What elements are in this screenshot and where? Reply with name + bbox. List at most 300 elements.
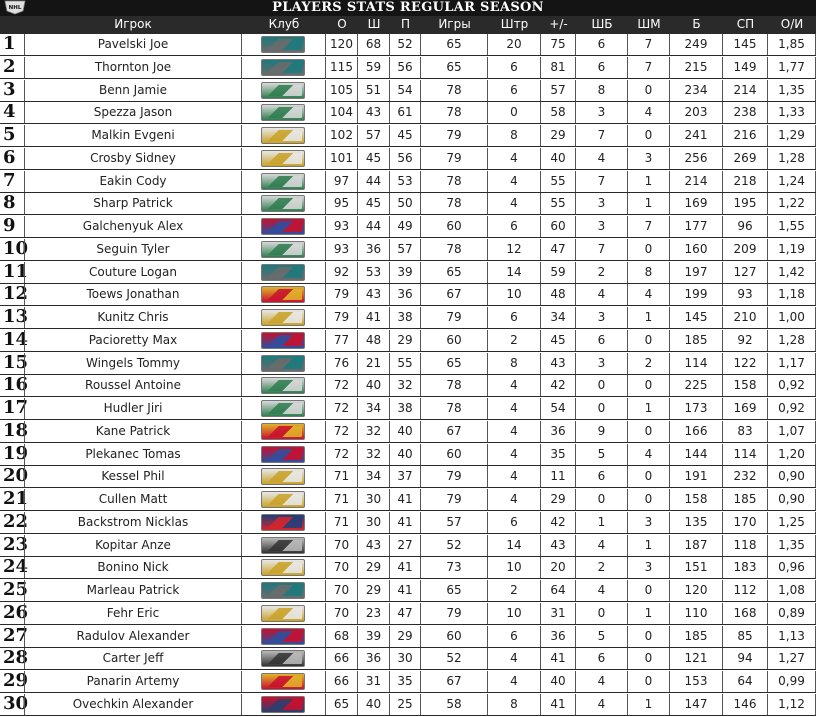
stat-points: 70: [326, 603, 358, 624]
stat-shots: 256: [670, 148, 723, 169]
stat-shg: 1: [628, 398, 670, 419]
stat-goals: 53: [358, 262, 390, 283]
stat-penalties: 10: [488, 603, 541, 624]
header-shots: Б: [692, 17, 701, 31]
stat-points-per-game: 1,85: [768, 34, 816, 55]
stat-penalties: 6: [488, 307, 541, 328]
stat-sp: 214: [723, 80, 768, 101]
dallas-logo-icon: [261, 173, 305, 190]
club-cell: [242, 489, 326, 510]
rank-number: 6: [3, 146, 16, 168]
stat-plus-minus: 29: [541, 489, 576, 510]
stat-points: 95: [326, 193, 358, 214]
stat-penalties: 6: [488, 216, 541, 237]
header-goals: Ш: [367, 17, 381, 31]
stat-shots: 147: [670, 694, 723, 715]
stat-games: 78: [421, 375, 488, 396]
club-cell: [242, 330, 326, 351]
club-cell: [242, 398, 326, 419]
stat-sp: 114: [723, 444, 768, 465]
stat-shg: 0: [628, 580, 670, 601]
rank-number: 25: [3, 579, 29, 600]
rank-number: 19: [3, 442, 29, 464]
club-cell: [242, 216, 326, 237]
player-name: Carter Jeff: [24, 648, 242, 669]
stat-points-per-game: 1,20: [768, 444, 816, 465]
stat-goals: 44: [358, 216, 390, 237]
stat-games: 79: [421, 125, 488, 146]
table-row: [0, 626, 816, 648]
club-cell: [242, 307, 326, 328]
stat-plus-minus: 58: [541, 102, 576, 123]
pittsburgh-logo-icon: [261, 559, 305, 576]
stat-goals: 40: [358, 694, 390, 715]
washington-logo-icon: [261, 514, 305, 531]
stat-assists: 29: [390, 626, 421, 647]
stat-assists: 41: [390, 512, 421, 533]
stat-shg: 0: [628, 648, 670, 669]
stat-shg: 7: [628, 216, 670, 237]
stat-plus-minus: 75: [541, 34, 576, 55]
stat-shots: 153: [670, 671, 723, 692]
club-cell: [242, 193, 326, 214]
stat-shots: 158: [670, 489, 723, 510]
stat-sp: 218: [723, 171, 768, 192]
stat-games: 60: [421, 626, 488, 647]
stat-shg: 0: [628, 80, 670, 101]
stat-penalties: 6: [488, 57, 541, 78]
stat-sp: 112: [723, 580, 768, 601]
club-cell: [242, 535, 326, 556]
rank-number: 23: [3, 533, 29, 555]
stat-sp: 170: [723, 512, 768, 533]
stat-plus-minus: 42: [541, 512, 576, 533]
stat-goals: 68: [358, 34, 390, 55]
stat-shg: 2: [628, 353, 670, 374]
stat-games: 65: [421, 57, 488, 78]
player-name: Seguin Tyler: [24, 239, 242, 260]
stat-goals: 43: [358, 535, 390, 556]
stat-ppg: 6: [576, 648, 628, 669]
stat-penalties: 8: [488, 353, 541, 374]
stat-points-per-game: 0,92: [768, 398, 816, 419]
stat-assists: 38: [390, 398, 421, 419]
table-row: [0, 239, 816, 261]
club-cell: [242, 57, 326, 78]
stat-penalties: 4: [488, 444, 541, 465]
stat-goals: 21: [358, 353, 390, 374]
stat-penalties: 8: [488, 694, 541, 715]
stat-penalties: 14: [488, 535, 541, 556]
table-row: [0, 262, 816, 284]
club-cell: [242, 444, 326, 465]
stat-goals: 34: [358, 466, 390, 487]
stat-sp: 216: [723, 125, 768, 146]
stat-shots: 173: [670, 398, 723, 419]
stat-shots: 185: [670, 330, 723, 351]
stat-points-per-game: 1,35: [768, 535, 816, 556]
club-cell: [242, 171, 326, 192]
stat-shots: 249: [670, 34, 723, 55]
stat-points-per-game: 1,19: [768, 239, 816, 260]
player-name: Marleau Patrick: [24, 580, 242, 601]
stat-ppg: 3: [576, 307, 628, 328]
stat-points: 104: [326, 102, 358, 123]
stat-shg: 0: [628, 489, 670, 510]
table-row: [0, 216, 816, 238]
stat-points: 102: [326, 125, 358, 146]
stat-shots: 234: [670, 80, 723, 101]
stat-plus-minus: 31: [541, 603, 576, 624]
stat-ppg: 0: [576, 375, 628, 396]
stat-penalties: 12: [488, 239, 541, 260]
stat-points-per-game: 0,90: [768, 489, 816, 510]
player-name: Spezza Jason: [24, 102, 242, 123]
stat-shg: 4: [628, 102, 670, 123]
player-name: Sharp Patrick: [24, 193, 242, 214]
los-angeles-logo-icon: [261, 537, 305, 554]
stat-sp: 92: [723, 330, 768, 351]
stat-games: 65: [421, 34, 488, 55]
stat-sp: 146: [723, 694, 768, 715]
stat-penalties: 6: [488, 80, 541, 101]
rank-number: 20: [3, 465, 29, 487]
san-jose-logo-icon: [261, 59, 305, 76]
club-cell: [242, 466, 326, 487]
stat-ppg: 4: [576, 671, 628, 692]
stat-plus-minus: 64: [541, 580, 576, 601]
stat-plus-minus: 81: [541, 57, 576, 78]
stat-shg: 0: [628, 330, 670, 351]
header-assists: П: [400, 17, 411, 31]
stat-plus-minus: 20: [541, 557, 576, 578]
stat-sp: 149: [723, 57, 768, 78]
stat-assists: 38: [390, 307, 421, 328]
stat-ppg: 5: [576, 626, 628, 647]
stat-shots: 169: [670, 193, 723, 214]
stat-assists: 45: [390, 125, 421, 146]
stat-ppg: 4: [576, 148, 628, 169]
montreal-logo-icon: [261, 446, 305, 463]
stat-assists: 53: [390, 171, 421, 192]
stat-sp: 122: [723, 353, 768, 374]
club-cell: [242, 353, 326, 374]
stat-games: 78: [421, 80, 488, 101]
table-row: [0, 694, 816, 716]
stat-assists: 40: [390, 444, 421, 465]
table-row: [0, 557, 816, 579]
stat-ppg: 7: [576, 171, 628, 192]
stat-sp: 93: [723, 284, 768, 305]
table-row: [0, 421, 816, 443]
stat-points: 70: [326, 557, 358, 578]
club-cell: [242, 694, 326, 715]
stat-games: 52: [421, 648, 488, 669]
table-row: [0, 193, 816, 215]
stat-goals: 57: [358, 125, 390, 146]
table-row: [0, 375, 816, 397]
stat-plus-minus: 35: [541, 444, 576, 465]
pittsburgh-logo-icon: [261, 491, 305, 508]
stat-ppg: 3: [576, 216, 628, 237]
stat-games: 65: [421, 262, 488, 283]
stat-shots: 151: [670, 557, 723, 578]
table-row: [0, 466, 816, 488]
stat-sp: 96: [723, 216, 768, 237]
chicago-logo-icon: [261, 673, 305, 690]
stat-assists: 56: [390, 57, 421, 78]
club-cell: [242, 671, 326, 692]
stat-shots: 135: [670, 512, 723, 533]
player-name: Roussel Antoine: [24, 375, 242, 396]
stat-goals: 39: [358, 626, 390, 647]
stat-penalties: 4: [488, 421, 541, 442]
stat-ppg: 9: [576, 421, 628, 442]
stat-penalties: 4: [488, 193, 541, 214]
stat-assists: 37: [390, 466, 421, 487]
table-row: [0, 284, 816, 306]
stat-shots: 185: [670, 626, 723, 647]
stat-plus-minus: 59: [541, 262, 576, 283]
table-row: [0, 580, 816, 602]
stat-points: 92: [326, 262, 358, 283]
player-name: Benn Jamie: [24, 80, 242, 101]
stat-penalties: 4: [488, 648, 541, 669]
table-row: [0, 489, 816, 511]
stat-assists: 30: [390, 648, 421, 669]
stat-plus-minus: 40: [541, 671, 576, 692]
stat-penalties: 10: [488, 284, 541, 305]
club-cell: [242, 262, 326, 283]
club-cell: [242, 34, 326, 55]
stat-assists: 61: [390, 102, 421, 123]
stat-assists: 41: [390, 489, 421, 510]
table-row: [0, 535, 816, 557]
stat-points-per-game: 1,55: [768, 216, 816, 237]
stat-penalties: 4: [488, 398, 541, 419]
stat-games: 79: [421, 466, 488, 487]
player-name: Kane Patrick: [24, 421, 242, 442]
club-cell: [242, 648, 326, 669]
header-plus-minus: +/-: [549, 17, 568, 31]
stat-ppg: 3: [576, 193, 628, 214]
stat-assists: 50: [390, 193, 421, 214]
club-cell: [242, 580, 326, 601]
stat-points: 93: [326, 216, 358, 237]
stat-plus-minus: 36: [541, 421, 576, 442]
dallas-logo-icon: [261, 400, 305, 417]
stat-goals: 29: [358, 580, 390, 601]
stat-goals: 31: [358, 671, 390, 692]
stat-shg: 0: [628, 626, 670, 647]
stat-shg: 1: [628, 535, 670, 556]
player-name: Galchenyuk Alex: [24, 216, 242, 237]
stat-plus-minus: 60: [541, 216, 576, 237]
rank-number: 10: [3, 237, 29, 259]
stat-sp: 238: [723, 102, 768, 123]
stat-games: 65: [421, 580, 488, 601]
player-name: Wingels Tommy: [24, 353, 242, 374]
stat-shg: 7: [628, 34, 670, 55]
stat-goals: 29: [358, 557, 390, 578]
stat-penalties: 6: [488, 512, 541, 533]
stat-shots: 203: [670, 102, 723, 123]
stat-points-per-game: 0,96: [768, 557, 816, 578]
stat-points: 71: [326, 466, 358, 487]
player-name: Fehr Eric: [24, 603, 242, 624]
stat-sp: 183: [723, 557, 768, 578]
stat-assists: 49: [390, 216, 421, 237]
table-row: [0, 80, 816, 102]
header-ppg: ШБ: [591, 17, 613, 31]
stat-points-per-game: 1,08: [768, 580, 816, 601]
table-row: [0, 57, 816, 79]
stat-points-per-game: 1,12: [768, 694, 816, 715]
stat-goals: 23: [358, 603, 390, 624]
stat-ppg: 6: [576, 466, 628, 487]
stat-points: 71: [326, 489, 358, 510]
player-name: Eakin Cody: [24, 171, 242, 192]
stat-shg: 3: [628, 148, 670, 169]
table-row: [0, 330, 816, 352]
stat-games: 65: [421, 353, 488, 374]
san-jose-logo-icon: [261, 264, 305, 281]
stat-sp: 168: [723, 603, 768, 624]
stat-goals: 30: [358, 489, 390, 510]
stat-points: 70: [326, 535, 358, 556]
stat-plus-minus: 55: [541, 171, 576, 192]
stat-games: 60: [421, 444, 488, 465]
stat-goals: 34: [358, 398, 390, 419]
stat-points-per-game: 1,13: [768, 626, 816, 647]
rank-number: 27: [3, 624, 29, 646]
stat-goals: 51: [358, 80, 390, 101]
rank-number: 17: [3, 397, 29, 418]
rank-number: 8: [3, 192, 16, 214]
club-cell: [242, 80, 326, 101]
stat-goals: 45: [358, 193, 390, 214]
player-name: Kunitz Chris: [24, 307, 242, 328]
stat-points: 72: [326, 444, 358, 465]
stat-points-per-game: 1,35: [768, 80, 816, 101]
rank-number: 12: [3, 283, 29, 305]
san-jose-logo-icon: [261, 36, 305, 53]
title-bar: [0, 0, 816, 16]
stat-sp: 209: [723, 239, 768, 260]
stat-penalties: 4: [488, 671, 541, 692]
table-row: [0, 353, 816, 375]
dallas-logo-icon: [261, 195, 305, 212]
stat-games: 79: [421, 307, 488, 328]
stat-shots: 144: [670, 444, 723, 465]
stat-goals: 44: [358, 171, 390, 192]
stat-goals: 36: [358, 648, 390, 669]
pittsburgh-logo-icon: [261, 309, 305, 326]
rank-number: 13: [3, 306, 29, 327]
stat-sp: 94: [723, 648, 768, 669]
stat-ppg: 6: [576, 57, 628, 78]
stat-points: 97: [326, 171, 358, 192]
stat-goals: 30: [358, 512, 390, 533]
header-points-per-game: О/И: [780, 17, 804, 31]
header-club: Клуб: [268, 17, 300, 31]
stat-games: 52: [421, 535, 488, 556]
stat-shots: 187: [670, 535, 723, 556]
stat-ppg: 0: [576, 489, 628, 510]
stat-points-per-game: 1,77: [768, 57, 816, 78]
stat-shg: 4: [628, 444, 670, 465]
pittsburgh-logo-icon: [261, 468, 305, 485]
stat-points-per-game: 0,92: [768, 375, 816, 396]
stat-ppg: 3: [576, 102, 628, 123]
stat-penalties: 14: [488, 262, 541, 283]
rank-number: 15: [3, 351, 29, 373]
stat-shots: 177: [670, 216, 723, 237]
stat-shots: 121: [670, 648, 723, 669]
los-angeles-logo-icon: [261, 650, 305, 667]
stat-plus-minus: 40: [541, 148, 576, 169]
stat-points-per-game: 0,90: [768, 466, 816, 487]
stat-points-per-game: 1,29: [768, 125, 816, 146]
stat-sp: 83: [723, 421, 768, 442]
club-cell: [242, 102, 326, 123]
stat-plus-minus: 34: [541, 307, 576, 328]
stat-shots: 215: [670, 57, 723, 78]
stat-assists: 41: [390, 580, 421, 601]
column-header-row: [0, 16, 816, 34]
table-row: [0, 102, 816, 124]
table-row: [0, 148, 816, 170]
stat-plus-minus: 57: [541, 80, 576, 101]
stat-points: 101: [326, 148, 358, 169]
stat-plus-minus: 36: [541, 626, 576, 647]
table-row: [0, 125, 816, 147]
player-name: Plekanec Tomas: [24, 444, 242, 465]
stat-penalties: 4: [488, 375, 541, 396]
stat-points: 70: [326, 580, 358, 601]
club-cell: [242, 375, 326, 396]
rank-number: 5: [3, 124, 16, 145]
club-cell: [242, 603, 326, 624]
stat-plus-minus: 41: [541, 648, 576, 669]
stat-shg: 1: [628, 193, 670, 214]
stat-games: 67: [421, 421, 488, 442]
table-row: [0, 671, 816, 693]
stat-penalties: 4: [488, 148, 541, 169]
stat-sp: 210: [723, 307, 768, 328]
stat-assists: 35: [390, 671, 421, 692]
stat-shots: 110: [670, 603, 723, 624]
stat-games: 79: [421, 603, 488, 624]
stat-plus-minus: 43: [541, 535, 576, 556]
stat-points: 120: [326, 34, 358, 55]
stat-points-per-game: 1,07: [768, 421, 816, 442]
rank-number: 26: [3, 601, 29, 623]
stat-goals: 32: [358, 444, 390, 465]
columbus-logo-icon: [261, 696, 305, 713]
dallas-logo-icon: [261, 377, 305, 394]
stat-sp: 169: [723, 398, 768, 419]
stat-points-per-game: 1,18: [768, 284, 816, 305]
table-row: [0, 398, 816, 420]
pittsburgh-logo-icon: [261, 150, 305, 167]
player-name: Kopitar Anze: [24, 535, 242, 556]
stat-goals: 36: [358, 239, 390, 260]
stat-penalties: 2: [488, 330, 541, 351]
stat-points: 79: [326, 284, 358, 305]
san-jose-logo-icon: [261, 582, 305, 599]
rank-number: 2: [3, 55, 16, 77]
